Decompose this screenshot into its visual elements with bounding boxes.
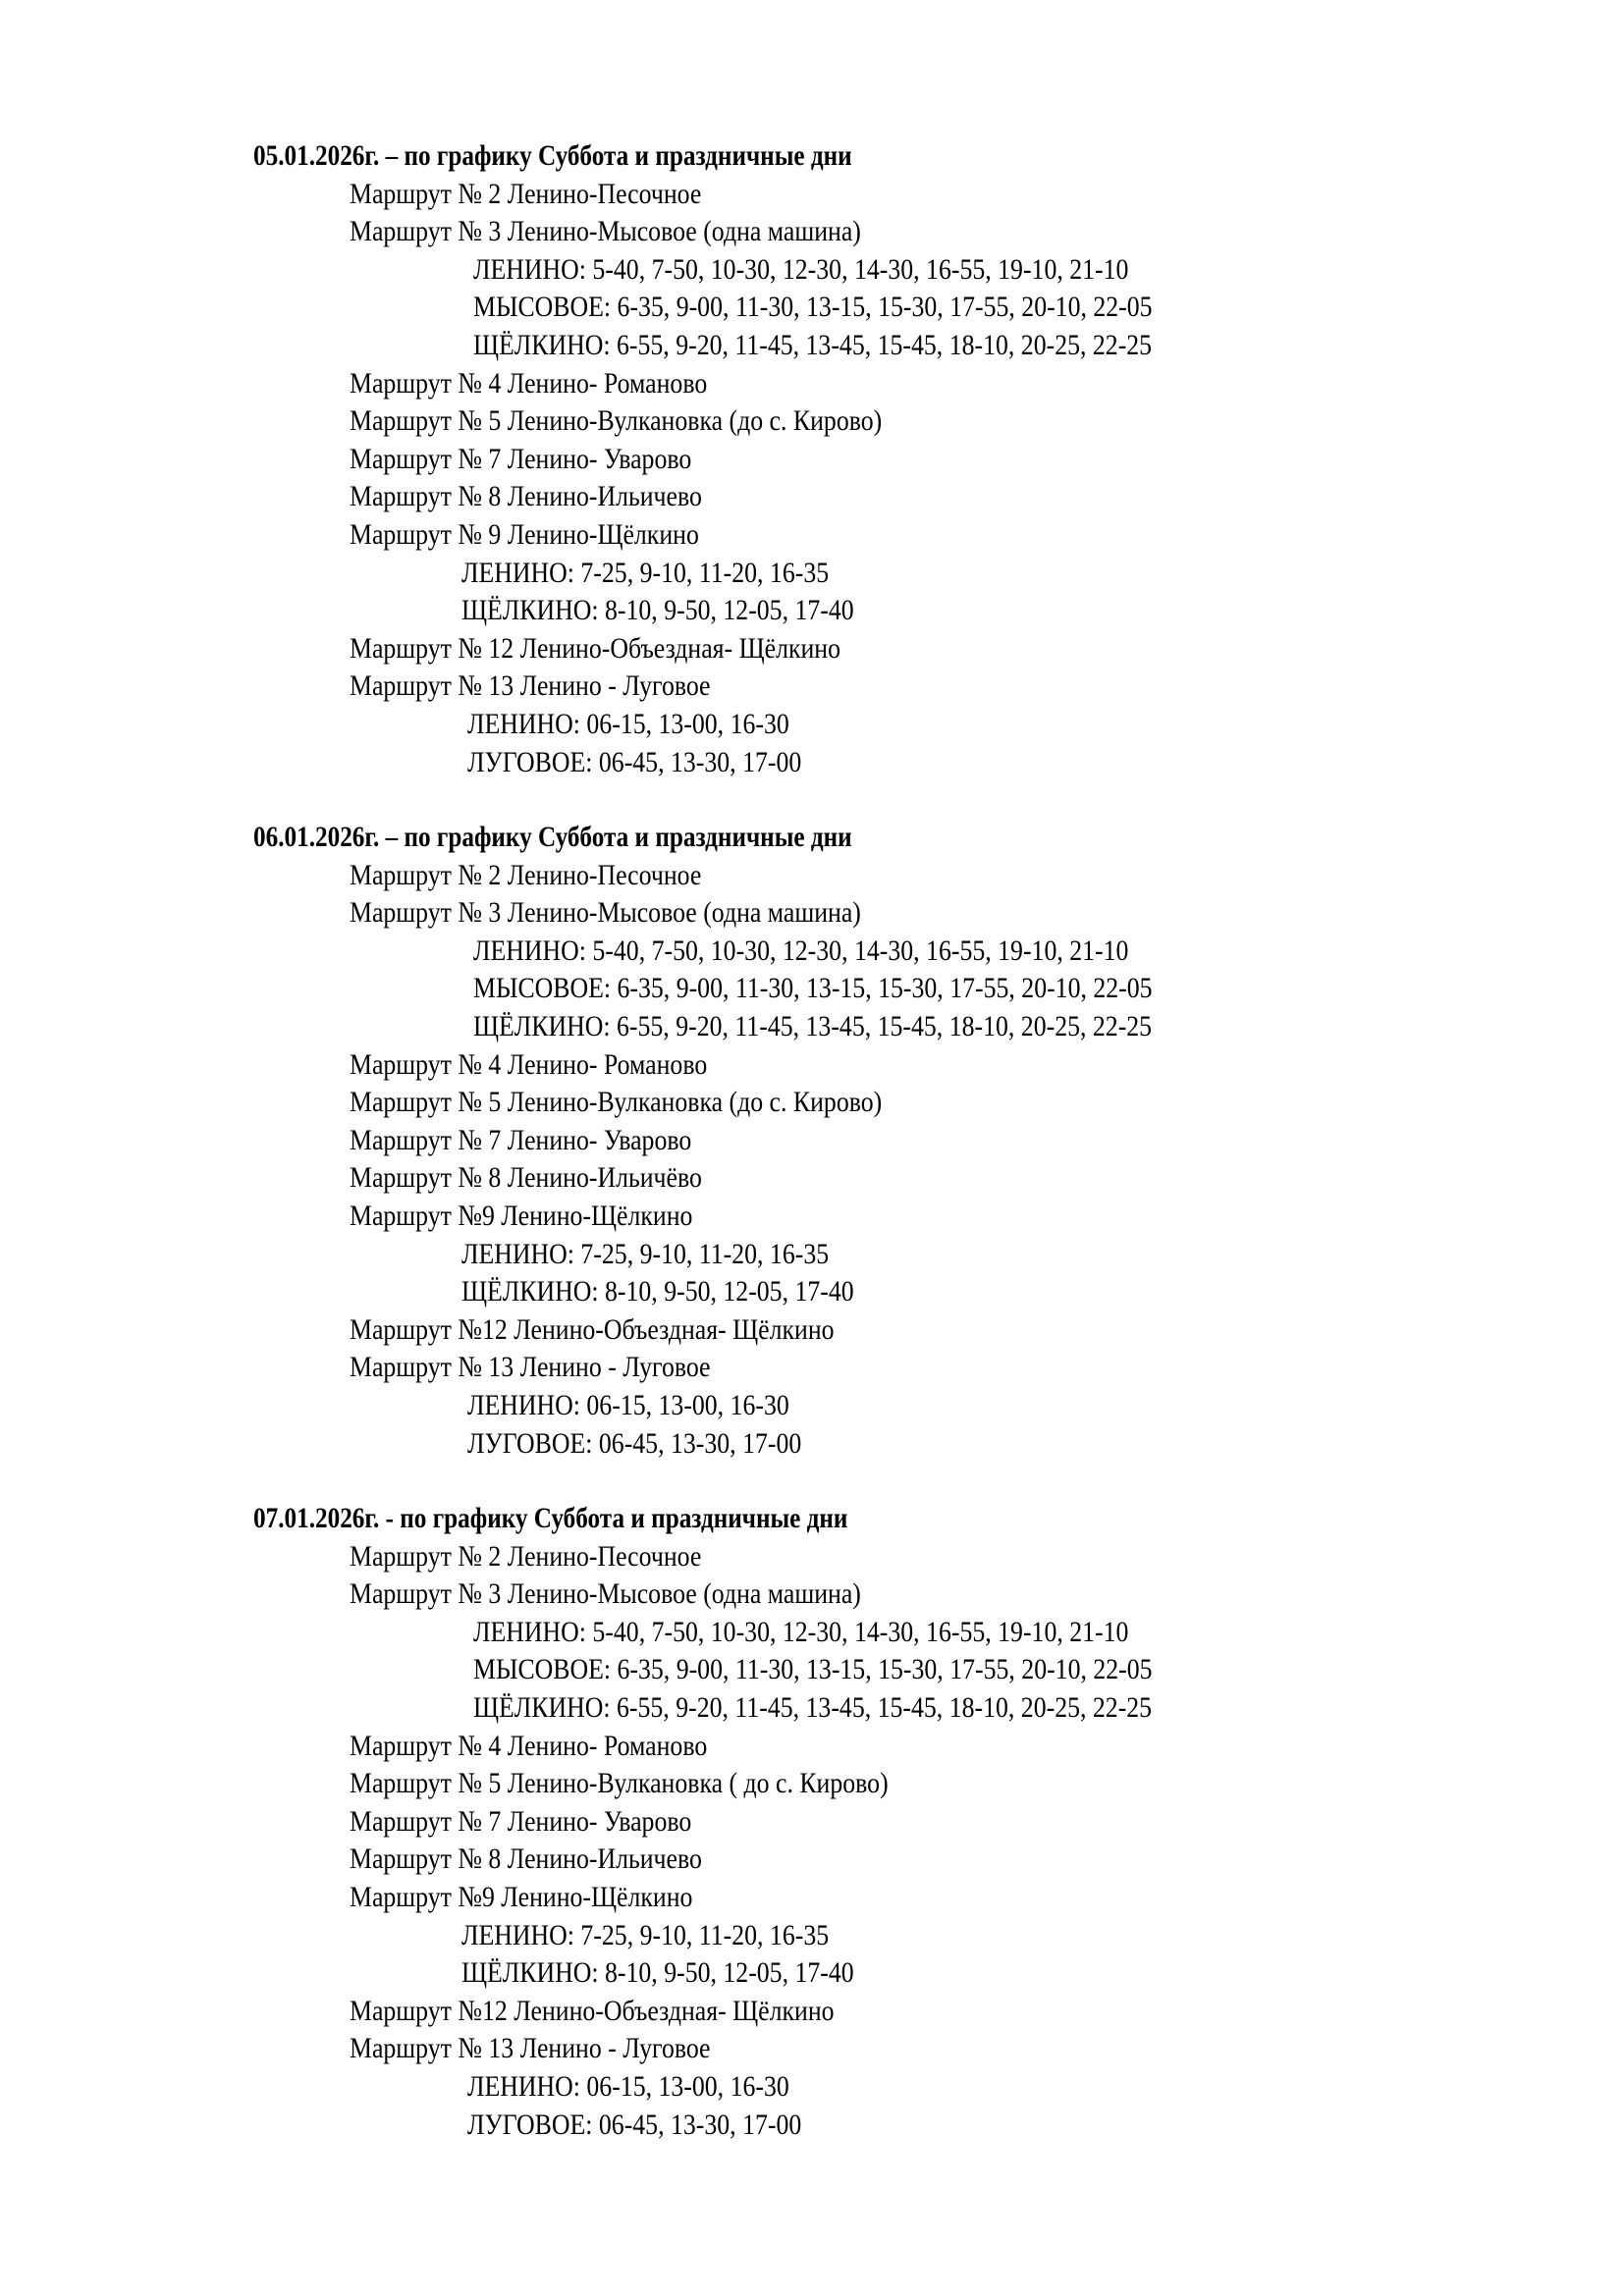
route-line: Маршрут №12 Ленино-Объездная- Щёлкино bbox=[350, 1994, 835, 2027]
stop-times-line: ЩЁЛКИНО: 6-55, 9-20, 11-45, 13-45, 15-45, 18-10, 20-25, 22-25 bbox=[473, 1691, 1153, 1724]
route-line: Маршрут №9 Ленино-Щёлкино bbox=[350, 1200, 693, 1232]
stop-times-line: ЛЕНИНО: 7-25, 9-10, 11-20, 16-35 bbox=[461, 1237, 830, 1270]
route-line: Маршрут № 7 Ленино- Уварово bbox=[350, 1804, 692, 1838]
route-line: Маршрут № 7 Ленино- Уварово bbox=[350, 1123, 692, 1156]
stop-times-line: ЩЁЛКИНО: 8-10, 9-50, 12-05, 17-40 bbox=[461, 594, 854, 627]
route-line: Маршрут № 2 Ленино-Песочное bbox=[350, 177, 702, 210]
route-line: Маршрут № 5 Ленино-Вулкановка (до с. Кирово) bbox=[350, 1086, 883, 1119]
stop-times-line: ЛЕНИНО: 06-15, 13-00, 16-30 bbox=[467, 708, 789, 740]
stop-times-line: ЛЕНИНО: 7-25, 9-10, 11-20, 16-35 bbox=[461, 1918, 830, 1951]
route-line: Маршрут № 3 Ленино-Мысовое (одна машина) bbox=[350, 1577, 861, 1611]
stop-times-line: ЛЕНИНО: 5-40, 7-50, 10-30, 12-30, 14-30, 16-55, 19-10, 21-10 bbox=[473, 934, 1129, 967]
route-line: Маршрут № 4 Ленино- Романово bbox=[350, 1047, 708, 1081]
stop-times-line: ЛЕНИНО: 5-40, 7-50, 10-30, 12-30, 14-30, 16-55, 19-10, 21-10 bbox=[473, 1615, 1129, 1648]
route-line: Маршрут № 3 Ленино-Мысовое (одна машина) bbox=[350, 215, 861, 248]
route-line: Маршрут № 5 Ленино-Вулкановка ( до с. Кирово) bbox=[350, 1767, 889, 1800]
section-heading: 07.01.2026г. - по графику Суббота и праздничные дни bbox=[253, 1502, 848, 1534]
section-heading: 05.01.2026г. – по графику Суббота и праздничные дни bbox=[253, 139, 852, 172]
route-line: Маршрут № 13 Ленино - Луговое bbox=[350, 2032, 711, 2065]
stop-times-line: ЛЕНИНО: 7-25, 9-10, 11-20, 16-35 bbox=[461, 556, 830, 589]
stop-times-line: ЩЁЛКИНО: 8-10, 9-50, 12-05, 17-40 bbox=[461, 1275, 854, 1308]
stop-times-line: МЫСОВОЕ: 6-35, 9-00, 11-30, 13-15, 15-30, 17-55, 20-10, 22-05 bbox=[473, 1653, 1153, 1686]
route-line: Маршрут № 9 Ленино-Щёлкино bbox=[350, 518, 699, 551]
stop-times-line: ЛЕНИНО: 06-15, 13-00, 16-30 bbox=[467, 1389, 789, 1421]
stop-times-line: МЫСОВОЕ: 6-35, 9-00, 11-30, 13-15, 15-30, 17-55, 20-10, 22-05 bbox=[473, 972, 1153, 1005]
route-line: Маршрут № 8 Ленино-Ильичево bbox=[350, 480, 702, 513]
stop-times-line: ЛЕНИНО: 5-40, 7-50, 10-30, 12-30, 14-30, 16-55, 19-10, 21-10 bbox=[473, 252, 1129, 286]
stop-times-line: ЛУГОВОЕ: 06-45, 13-30, 17-00 bbox=[467, 745, 802, 778]
route-line: Маршрут №12 Ленино-Объездная- Щёлкино bbox=[350, 1312, 835, 1346]
route-line: Маршрут № 4 Ленино- Романово bbox=[350, 1729, 708, 1762]
stop-times-line: МЫСОВОЕ: 6-35, 9-00, 11-30, 13-15, 15-30, 17-55, 20-10, 22-05 bbox=[473, 291, 1153, 324]
route-line: Маршрут № 13 Ленино - Луговое bbox=[350, 669, 711, 703]
route-line: Маршрут № 2 Ленино-Песочное bbox=[350, 858, 702, 891]
route-line: Маршрут № 12 Ленино-Объездная- Щёлкино bbox=[350, 631, 840, 665]
route-line: Маршрут № 2 Ленино-Песочное bbox=[350, 1539, 702, 1573]
stop-times-line: ЛУГОВОЕ: 06-45, 13-30, 17-00 bbox=[467, 2108, 802, 2141]
route-line: Маршрут № 7 Ленино- Уварово bbox=[350, 442, 692, 475]
route-line: Маршрут № 3 Ленино-Мысовое (одна машина) bbox=[350, 896, 861, 930]
section-heading: 06.01.2026г. – по графику Суббота и праздничные дни bbox=[253, 821, 852, 853]
route-line: Маршрут № 8 Ленино-Ильичёво bbox=[350, 1161, 702, 1195]
route-line: Маршрут № 13 Ленино - Луговое bbox=[350, 1351, 711, 1384]
route-line: Маршрут №9 Ленино-Щёлкино bbox=[350, 1881, 693, 1913]
route-line: Маршрут № 4 Ленино- Романово bbox=[350, 366, 708, 400]
stop-times-line: ЛУГОВОЕ: 06-45, 13-30, 17-00 bbox=[467, 1426, 802, 1460]
stop-times-line: ЩЁЛКИНО: 6-55, 9-20, 11-45, 13-45, 15-45, 18-10, 20-25, 22-25 bbox=[473, 329, 1153, 361]
stop-times-line: ЛЕНИНО: 06-15, 13-00, 16-30 bbox=[467, 2070, 789, 2103]
route-line: Маршрут № 5 Ленино-Вулкановка (до с. Кирово) bbox=[350, 404, 883, 438]
route-line: Маршрут № 8 Ленино-Ильичево bbox=[350, 1842, 702, 1876]
stop-times-line: ЩЁЛКИНО: 8-10, 9-50, 12-05, 17-40 bbox=[461, 1956, 854, 1990]
stop-times-line: ЩЁЛКИНО: 6-55, 9-20, 11-45, 13-45, 15-45, 18-10, 20-25, 22-25 bbox=[473, 1010, 1153, 1042]
